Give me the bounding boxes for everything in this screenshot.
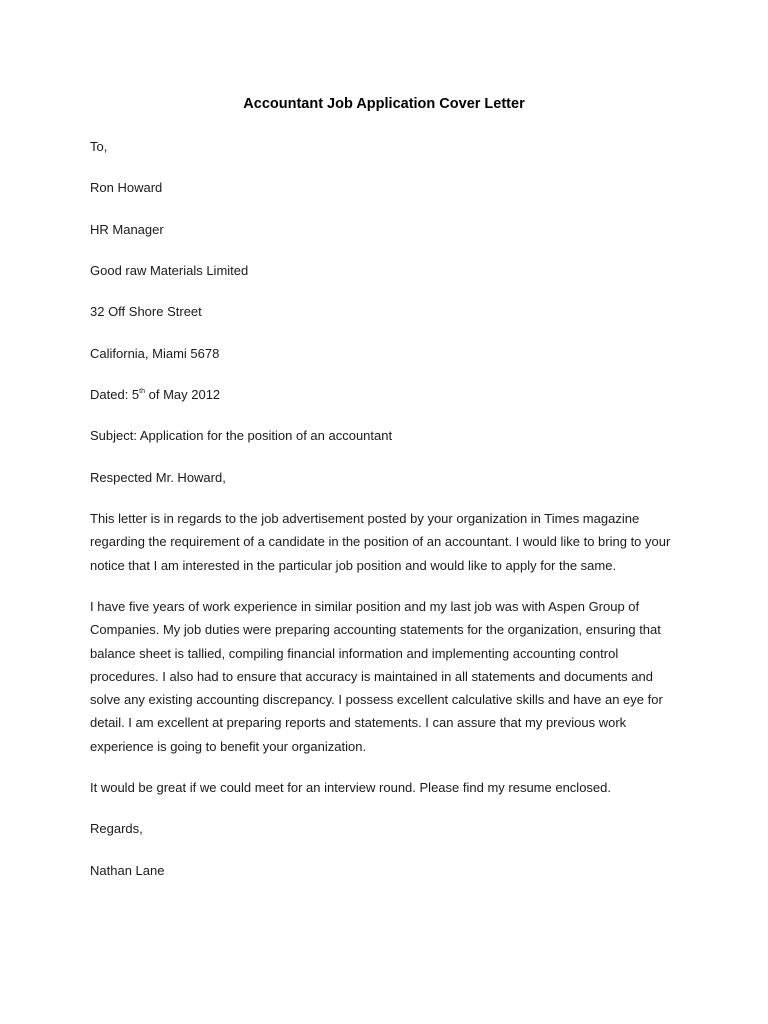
paragraph-line: solve any existing accounting discrepancy. I possess excellent calculative skills and have an eye for <box>90 692 663 708</box>
date-line <box>90 386 220 404</box>
paragraph-line: experience is going to benefit your organization. <box>90 738 367 754</box>
paragraph-line: procedures. I also had to ensure that accuracy is maintained in all statements and documents and <box>90 668 653 684</box>
signature-name: Nathan Lane <box>90 863 165 878</box>
to-line: To, <box>90 139 108 154</box>
date-prefix: Dated: 5 <box>90 387 140 402</box>
greeting-line: Respected Mr. Howard, <box>90 470 226 485</box>
date-suffix: of May 2012 <box>145 387 221 402</box>
subject-line: Subject: Application for the position of an accountant <box>90 428 393 443</box>
body-paragraph-2 <box>90 595 690 758</box>
paragraph-line: balance sheet is tallied, compiling financial information and implementing accounting control <box>90 645 619 661</box>
body-paragraph-1 <box>90 507 690 577</box>
recipient-street: 32 Off Shore Street <box>90 304 202 319</box>
recipient-company: Good raw Materials Limited <box>90 263 249 278</box>
paragraph-line: This letter is in regards to the job advertisement posted by your organization in Times magazine <box>90 511 640 526</box>
date-superscript: th <box>139 387 145 395</box>
paragraph-line: I have five years of work experience in similar position and my last job was with Aspen Group of <box>90 599 640 614</box>
recipient-position: HR Manager <box>90 222 164 237</box>
recipient-city: California, Miami 5678 <box>90 346 220 361</box>
paragraph-line: detail. I am excellent at preparing reports and statements. I can assure that my previous work <box>90 715 627 731</box>
body-paragraph-3: It would be great if we could meet for an interview round. Please find my resume enclosed. <box>90 780 611 795</box>
recipient-name: Ron Howard <box>90 180 163 195</box>
paragraph-line: Companies. My job duties were preparing accounting statements for the organization, ensuring that <box>90 622 661 638</box>
closing-line: Regards, <box>90 821 143 836</box>
paragraph-line: regarding the requirement of a candidate in the position of an accountant. I would like to bring to your <box>90 534 671 550</box>
paragraph-line: notice that I am interested in the particular job position and would like to apply for the same. <box>90 557 617 573</box>
document-title: Accountant Job Application Cover Letter <box>243 96 525 112</box>
